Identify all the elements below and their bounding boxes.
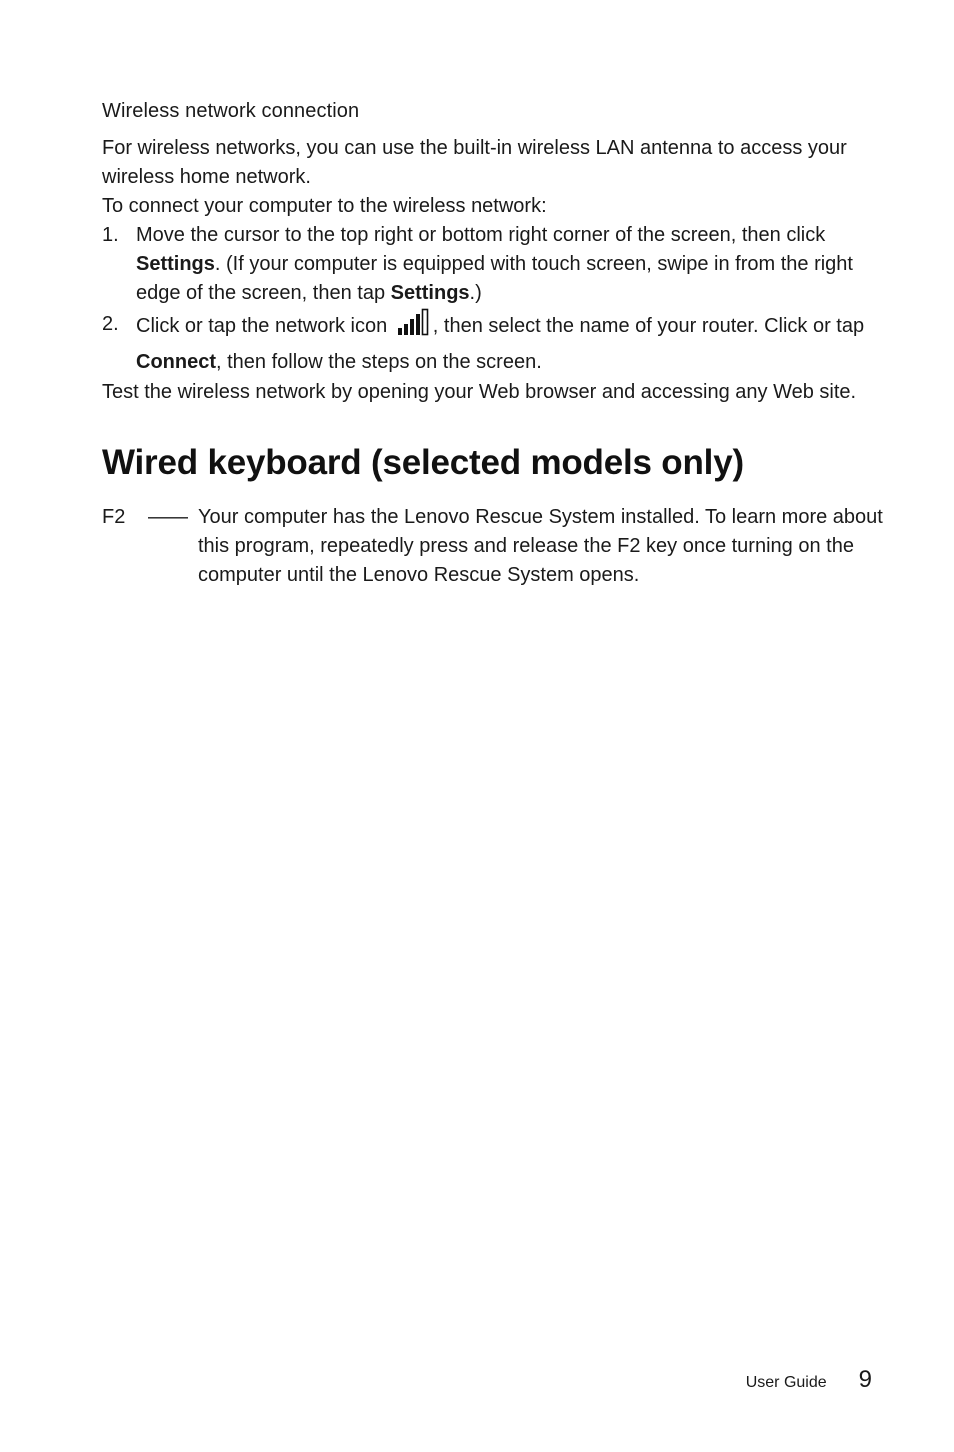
keyboard-heading: Wired keyboard (selected models only) bbox=[102, 443, 744, 482]
key-dash: —— bbox=[148, 506, 188, 528]
page-content bbox=[102, 96, 892, 590]
step-number: 2. bbox=[102, 313, 119, 335]
page-number: 9 bbox=[858, 1366, 872, 1393]
step-text: , then follow the steps on the screen. bbox=[216, 351, 542, 373]
network-signal-icon bbox=[397, 308, 431, 346]
step-text: Click or tap the network icon bbox=[136, 315, 393, 337]
step-text: Move the cursor to the top right or bottom right corner of the screen, then click bbox=[136, 224, 826, 246]
step-text: . (If your computer is equipped with touch screen, swipe in from the right edge of the screen, then tap bbox=[136, 253, 853, 304]
test-paragraph: Test the wireless network by opening your Web browser and accessing any Web site. bbox=[102, 381, 857, 403]
key-description: Your computer has the Lenovo Rescue System installed. To learn more about this program, repeatedly press and release the F2 key once turning on the computer until the Lenovo Rescue System opens. bbox=[198, 506, 883, 586]
f2-key-row bbox=[102, 503, 892, 590]
wireless-heading: Wireless network connection bbox=[102, 100, 360, 122]
connect-intro: To connect your computer to the wireless network: bbox=[102, 195, 547, 217]
footer-label: User Guide bbox=[745, 1374, 827, 1391]
connect-steps bbox=[102, 221, 892, 378]
step-text: .) bbox=[469, 282, 482, 304]
settings-term: Settings bbox=[136, 253, 215, 275]
step-2 bbox=[102, 308, 892, 378]
step-1 bbox=[102, 221, 892, 308]
settings-term: Settings bbox=[390, 282, 470, 304]
connect-term: Connect bbox=[136, 351, 216, 373]
wireless-intro: For wireless networks, you can use the built-in wireless LAN antenna to access your wireless home network. bbox=[102, 137, 847, 188]
page-footer bbox=[746, 1366, 872, 1394]
step-text: , then select the name of your router. Click or tap bbox=[432, 315, 865, 337]
key-label: F2 bbox=[102, 506, 126, 528]
step-number: 1. bbox=[102, 224, 119, 246]
